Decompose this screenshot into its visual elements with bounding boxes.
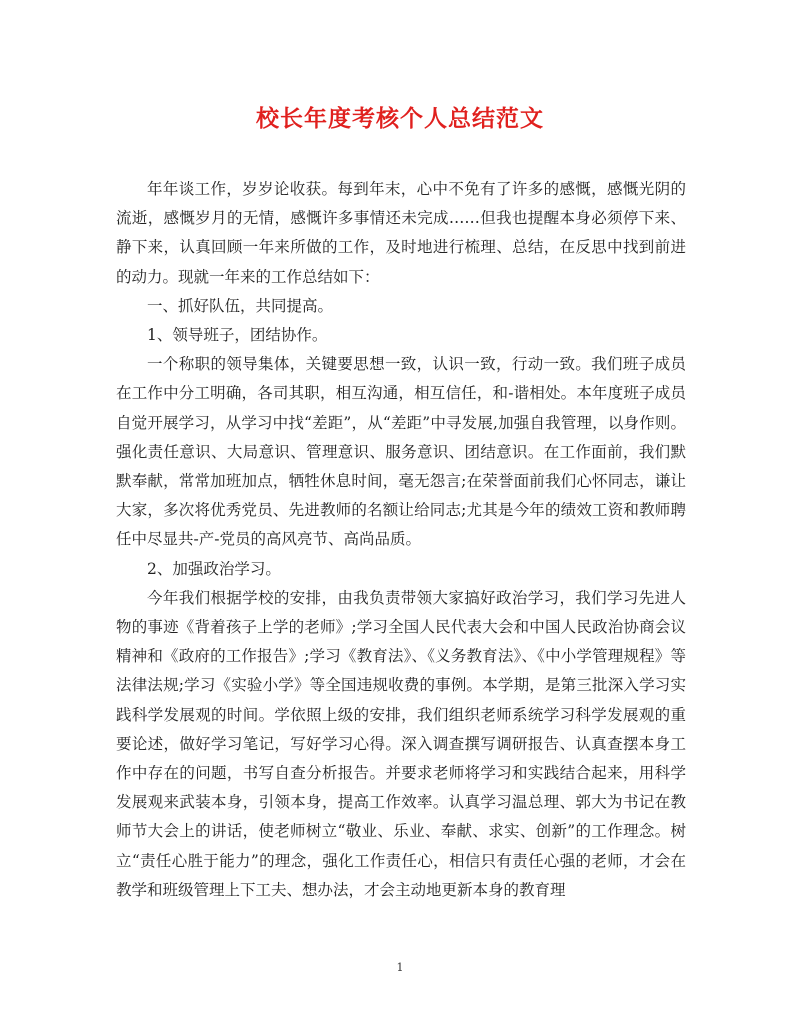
heading-subsection-2: 2、加强政治学习。 xyxy=(147,559,281,578)
document-body xyxy=(116,175,686,905)
paragraph-intro: 年年谈工作，岁岁论收获。每到年末，心中不免有了许多的感慨，感慨光阴的流逝，感慨岁月的无情，感慨许多事情还未完成……但我也提醒本身必须停下来、静下来，认真回顾一年来所做的工作，及时地进行梳理、总结，在反思中找到前进的动力。现就一年来的工作总结如下： xyxy=(116,180,686,286)
document-title: 校长年度考核个人总结范文 xyxy=(256,105,544,132)
page-number: 1 xyxy=(396,961,404,974)
paragraph-leadership: 一个称职的领导集体，关键要思想一致，认识一致，行动一致。我们班子成员在工作中分工明确，各司其职，相互沟通，相互信任，和-谐相处。本年度班子成员自觉开展学习，从学习中找“差距”，从“差距”中寻发展,加强自我管理，以身作则。强化责任意识、大局意识、管理意识、服务意识、团结意识。在工作面前，我们默默奉献，常常加班加点，牺牲休息时间，毫无怨言;在荣誉面前我们心怀同志，谦让大家，多次将优秀党员、先进教师的名额让给同志;尤其是今年的绩效工资和教师聘任中尽显共-产-党员的高风亮节、高尚品质。 xyxy=(116,355,686,549)
paragraph-political-study: 今年我们根据学校的安排，由我负责带领大家搞好政治学习，我们学习先进人物的事迹《背着孩子上学的老师》;学习全国人民代表大会和中国人民政治协商会议精神和《政府的工作报告》;学习《教育法》、《义务教育法》、《中小学管理规程》等法律法规;学习《实验小学》等全国违规收费的事例。本学期，是第三批深入学习实践科学发展观的时间。学依照上级的安排，我们组织老师系统学习科学发展观的重要论述，做好学习笔记，写好学习心得。深入调查撰写调研报告、认真查摆本身工作中存在的问题，书写自查分析报告。并要求老师将学习和实践结合起来，用科学发展观来武装本身，引领本身，提高工作效率。认真学习温总理、郭大为书记在教师节大会上的讲话，使老师树立“敬业、乐业、奉献、求实、创新”的工作理念。树立“责任心胜于能力”的理念，强化工作责任心，相信只有责任心强的老师，才会在教学和班级管理上下工夫、想办法，才会主动地更新本身的教育理 xyxy=(116,588,686,899)
heading-subsection-1: 1、领导班子，团结协作。 xyxy=(147,326,328,345)
heading-section-1: 一、抓好队伍，共同提高。 xyxy=(147,296,334,315)
